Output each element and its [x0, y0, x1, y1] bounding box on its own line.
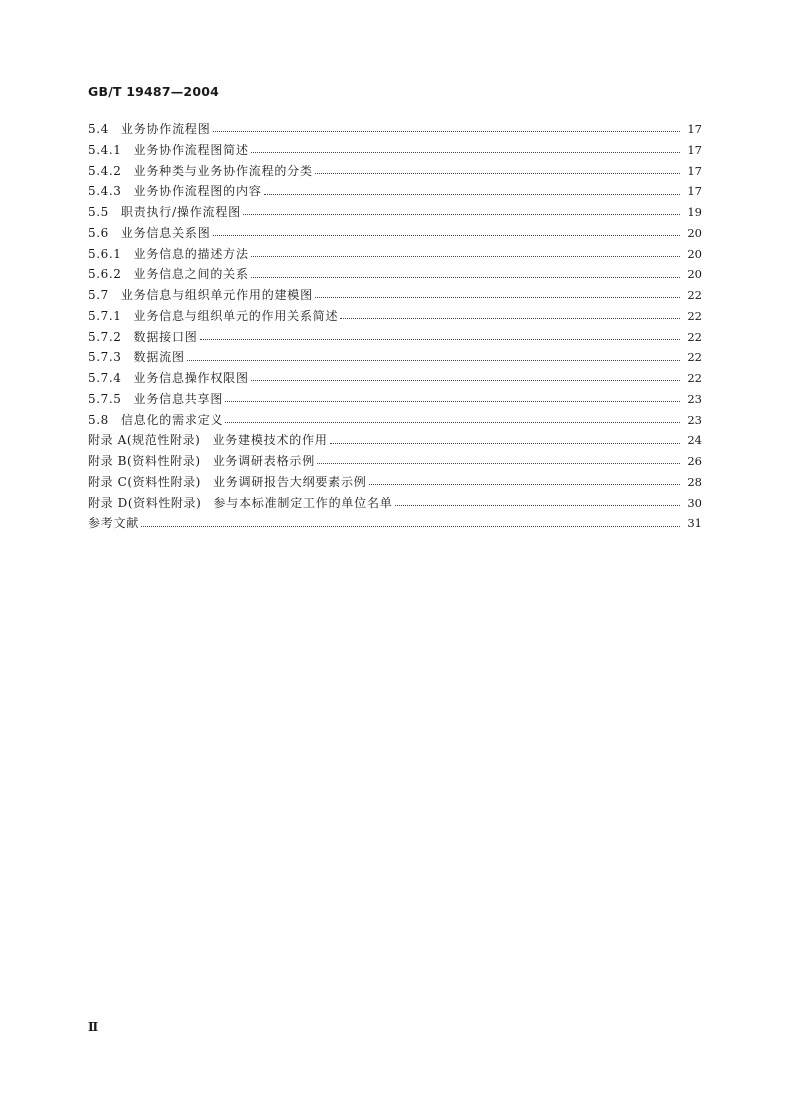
toc-entry[interactable]	[88, 140, 702, 161]
toc-entry-page: 23	[687, 412, 702, 427]
toc-entry[interactable]	[88, 327, 702, 348]
toc-dot-leader	[213, 122, 681, 132]
toc-entry-title: 业务信息操作权限图	[133, 371, 249, 385]
toc-entry-number: 附录 C(资料性附录)	[88, 474, 201, 489]
toc-entry-title: 业务调研报告大纲要素示例	[212, 474, 367, 489]
toc-entry-page: 17	[687, 142, 702, 157]
toc-entry-number: 5.6.1	[88, 246, 122, 261]
toc-entry-title: 业务信息与组织单元的作用关系简述	[133, 308, 339, 323]
toc-entry-page: 20	[687, 267, 702, 282]
toc-dot-leader	[340, 309, 680, 319]
toc-entry-title: 业务调研表格示例	[212, 454, 316, 468]
toc-entry-number: 5.6	[88, 225, 109, 240]
toc-dot-leader	[225, 392, 680, 402]
toc-entry-page: 22	[687, 350, 702, 365]
toc-dot-leader	[315, 164, 680, 174]
toc-entry-page: 30	[687, 495, 702, 510]
toc-dot-leader	[141, 517, 680, 527]
toc-entry-title: 数据接口图	[133, 329, 198, 344]
toc-entry-title: 信息化的需求定义	[120, 412, 224, 427]
toc-entry-number: 附录 B(资料性附录)	[88, 454, 201, 468]
toc-entry-page: 31	[687, 516, 702, 531]
table-of-contents	[88, 119, 702, 534]
toc-entry-title: 业务信息共享图	[133, 391, 224, 406]
toc-entry-title: 业务信息与组织单元作用的建模图	[120, 288, 313, 302]
toc-entry-page: 22	[687, 288, 702, 302]
toc-dot-leader	[264, 185, 680, 195]
toc-entry[interactable]	[88, 513, 702, 534]
toc-entry-page: 24	[687, 433, 702, 448]
toc-entry[interactable]	[88, 451, 702, 472]
standard-code-header: GB/T 19487—2004	[88, 84, 220, 99]
toc-dot-leader	[200, 330, 680, 340]
toc-entry-title: 业务信息之间的关系	[133, 267, 249, 282]
toc-entry[interactable]	[88, 347, 702, 368]
toc-entry[interactable]	[88, 493, 702, 514]
toc-dot-leader	[213, 226, 681, 236]
toc-dot-leader	[369, 475, 680, 485]
toc-dot-leader	[395, 496, 680, 506]
toc-entry[interactable]	[88, 202, 702, 223]
toc-entry[interactable]	[88, 472, 702, 493]
toc-dot-leader	[243, 205, 680, 215]
toc-dot-leader	[330, 434, 680, 444]
toc-entry-number: 5.7	[88, 288, 109, 302]
toc-entry-number: 5.5	[88, 205, 109, 219]
toc-entry-title: 参考文献	[88, 516, 140, 531]
toc-entry-number: 5.4.2	[88, 163, 122, 178]
toc-entry-page: 28	[687, 474, 702, 489]
toc-entry-title: 职责执行/操作流程图	[120, 205, 241, 219]
toc-entry-number: 5.4.3	[88, 184, 122, 199]
toc-entry-title: 参与本标准制定工作的单位名单	[213, 495, 393, 510]
toc-entry[interactable]	[88, 244, 702, 265]
toc-entry-number: 5.6.2	[88, 267, 122, 282]
toc-entry[interactable]	[88, 223, 702, 244]
toc-entry-title: 业务种类与业务协作流程的分类	[133, 163, 313, 178]
toc-entry[interactable]	[88, 430, 702, 451]
toc-entry[interactable]	[88, 264, 702, 285]
toc-entry-number: 5.7.1	[88, 308, 122, 323]
toc-entry-number: 5.7.2	[88, 329, 122, 344]
toc-entry-number: 附录 A(规范性附录)	[88, 433, 201, 448]
toc-entry-title: 数据流图	[133, 350, 185, 365]
toc-entry-page: 19	[687, 205, 702, 219]
toc-entry-page: 26	[687, 454, 702, 468]
toc-entry[interactable]	[88, 119, 702, 140]
toc-entry-page: 20	[687, 225, 702, 240]
toc-entry-page: 17	[687, 163, 702, 178]
toc-dot-leader	[251, 371, 680, 381]
toc-entry-title: 业务建模技术的作用	[212, 433, 328, 448]
toc-dot-leader	[251, 247, 680, 257]
toc-entry-page: 17	[687, 122, 702, 136]
toc-entry-page: 22	[687, 329, 702, 344]
toc-entry[interactable]	[88, 389, 702, 410]
toc-entry-page: 22	[687, 308, 702, 323]
toc-entry-page: 22	[687, 371, 702, 385]
toc-entry-number: 5.8	[88, 412, 109, 427]
toc-entry[interactable]	[88, 368, 702, 389]
toc-entry[interactable]	[88, 285, 702, 306]
toc-entry-number: 5.7.5	[88, 391, 122, 406]
toc-dot-leader	[251, 143, 680, 153]
toc-entry-title: 业务协作流程图的内容	[133, 184, 262, 199]
page-number-roman: Ⅱ	[88, 1020, 99, 1034]
toc-entry-title: 业务信息的描述方法	[133, 246, 249, 261]
toc-entry-number: 5.7.3	[88, 350, 122, 365]
toc-dot-leader	[187, 351, 680, 361]
toc-entry[interactable]	[88, 306, 702, 327]
toc-entry[interactable]	[88, 410, 702, 431]
toc-entry-number: 5.4	[88, 122, 109, 136]
toc-entry-page: 17	[687, 184, 702, 199]
toc-entry-page: 20	[687, 246, 702, 261]
toc-entry-title: 业务协作流程图简述	[133, 142, 249, 157]
toc-entry-page: 23	[687, 391, 702, 406]
toc-entry-title: 业务协作流程图	[120, 122, 211, 136]
toc-dot-leader	[317, 454, 680, 464]
toc-entry-number: 5.4.1	[88, 142, 122, 157]
toc-dot-leader	[225, 413, 680, 423]
toc-entry[interactable]	[88, 161, 702, 182]
toc-entry-title: 业务信息关系图	[120, 225, 211, 240]
toc-dot-leader	[315, 288, 680, 298]
toc-entry-number: 附录 D(资料性附录)	[88, 495, 202, 510]
toc-entry[interactable]	[88, 181, 702, 202]
toc-entry-number: 5.7.4	[88, 371, 122, 385]
toc-dot-leader	[251, 268, 680, 278]
